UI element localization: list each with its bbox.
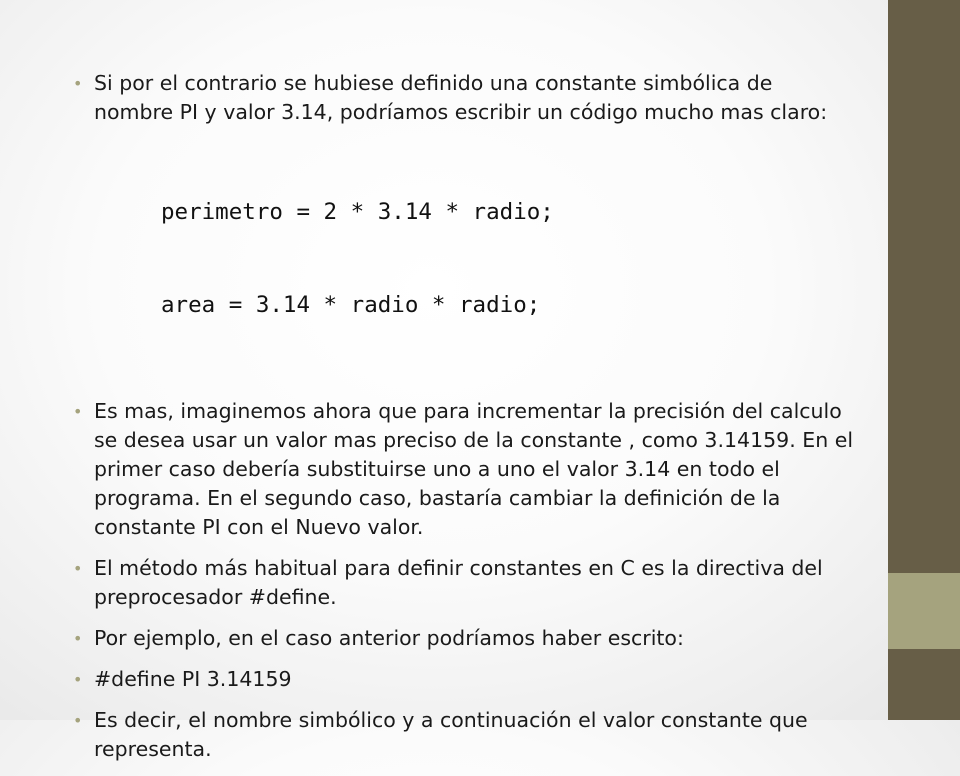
bullet-icon: • xyxy=(73,402,83,421)
bullet-icon: • xyxy=(73,74,83,93)
bullet-icon: • xyxy=(73,711,83,730)
bullet-text: Es mas, imaginemos ahora que para incrementar la precisión del calculo se desea usar un valor mas preciso de la constante , como 3.14159. En el primer caso debería substituirse uno a uno el valor 3.14 en todo el programa. En el segundo caso, bastaría cambiar la definición de la constante PI con el Nuevo valor. xyxy=(94,399,854,539)
code-line: perimetro = 2 * 3.14 * radio; xyxy=(161,199,554,225)
bullet-text: Por ejemplo, en el caso anterior podríamos haber escrito: xyxy=(94,626,684,650)
bullet-item-5 xyxy=(73,665,853,694)
bullet-icon: • xyxy=(73,629,83,648)
side-bar-bottom-block xyxy=(888,649,960,720)
side-decoration-bar xyxy=(888,0,960,720)
bullet-item-2 xyxy=(73,397,853,542)
side-bar-top-block xyxy=(888,0,960,573)
bullet-text: Si por el contrario se hubiese definido una constante simbólica de nombre PI y valor 3.14, podríamos escribir un código mucho mas claro: xyxy=(94,71,828,124)
bullet-item-3 xyxy=(73,554,853,612)
bullet-list-continued xyxy=(73,397,853,764)
bullet-text: El método más habitual para definir constantes en C es la directiva del preprocesador #define. xyxy=(94,556,823,609)
slide-content xyxy=(73,69,853,776)
bullet-text: #define PI 3.14159 xyxy=(94,667,292,691)
bullet-list xyxy=(73,69,853,127)
bullet-item-6 xyxy=(73,706,853,764)
code-line: area = 3.14 * radio * radio; xyxy=(161,292,541,318)
bullet-text: Es decir, el nombre simbólico y a continuación el valor constante que representa. xyxy=(94,708,808,761)
bullet-item-1 xyxy=(73,69,853,127)
code-snippet xyxy=(161,135,853,383)
bullet-icon: • xyxy=(73,559,83,578)
bullet-icon: • xyxy=(73,670,83,689)
bullet-item-4 xyxy=(73,624,853,653)
side-bar-accent-block xyxy=(888,573,960,649)
